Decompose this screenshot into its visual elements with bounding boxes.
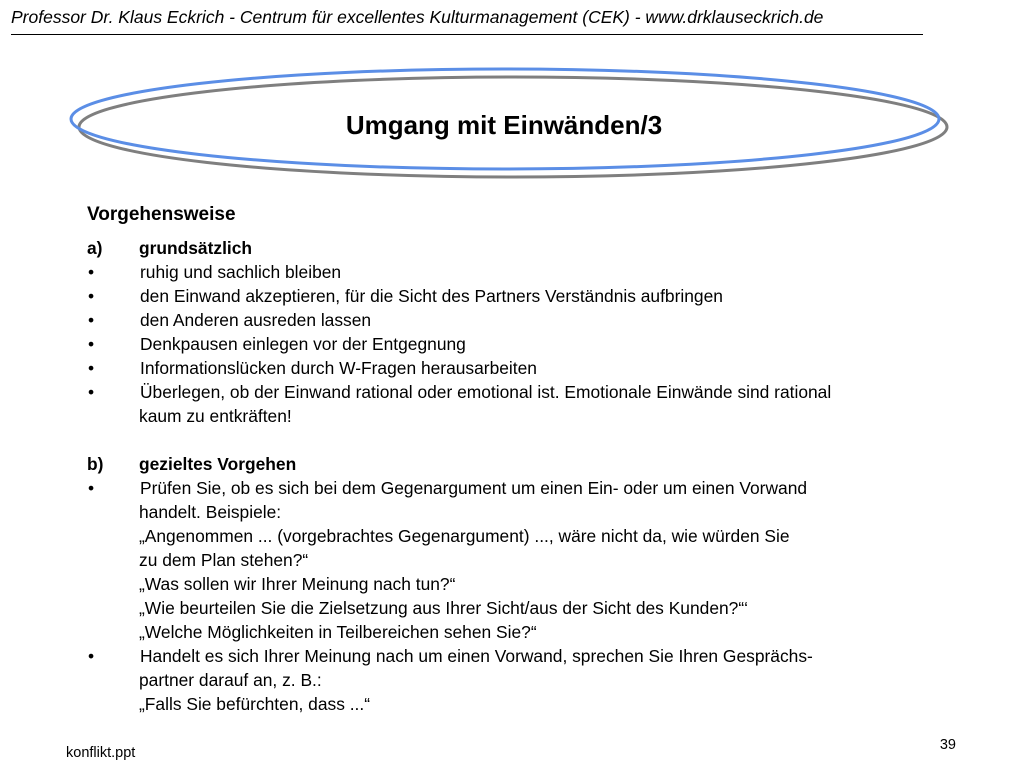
bullet: •: [88, 262, 95, 282]
slide-body: [87, 202, 947, 716]
list-item-text: den Einwand akzeptieren, für die Sicht des Partners Verständnis aufbringen: [140, 286, 723, 306]
bullet: •: [88, 646, 95, 666]
example-quote: „Was sollen wir Ihrer Meinung nach tun?“: [139, 574, 456, 594]
list-item-continuation: kaum zu entkräften!: [139, 406, 292, 426]
section-heading: Vorgehensweise: [87, 204, 236, 225]
bullet: •: [88, 334, 95, 354]
footer-filename: konflikt.ppt: [66, 745, 136, 761]
part-b-title: gezieltes Vorgehen: [139, 454, 297, 474]
list-item: [87, 284, 947, 308]
bullet: •: [88, 286, 95, 306]
list-item-continuation: partner darauf an, z. B.:: [139, 670, 322, 690]
bullet: •: [88, 358, 95, 378]
example-quote: „Welche Möglichkeiten in Teilbereichen sehen Sie?“: [139, 622, 537, 642]
header-text: Professor Dr. Klaus Eckrich - Centrum für excellentes Kulturmanagement (CEK) - www.drklauseckrich.de: [11, 7, 824, 27]
list-item: [87, 260, 947, 284]
slide-title: Umgang mit Einwänden/3: [345, 110, 663, 140]
example-quote: „Falls Sie befürchten, dass ...“: [139, 694, 371, 714]
example-quote: „Angenommen ... (vorgebrachtes Gegenargument) ..., wäre nicht da, wie würden Sie: [139, 526, 790, 546]
page-number: 39: [939, 737, 956, 753]
part-b-heading: [87, 452, 947, 476]
list-item-text: Informationslücken durch W-Fragen herausarbeiten: [140, 358, 537, 378]
part-a-heading: [87, 236, 947, 260]
list-item-continuation: handelt. Beispiele:: [139, 502, 282, 522]
list-item: [87, 308, 947, 332]
bullet: •: [88, 478, 95, 498]
title-ellipse: [0, 0, 1024, 200]
part-a-marker: a): [87, 238, 103, 258]
list-item-text: Prüfen Sie, ob es sich bei dem Gegenargument um einen Ein- oder um einen Vorwand: [140, 478, 808, 498]
list-item-text: Handelt es sich Ihrer Meinung nach um einen Vorwand, sprechen Sie Ihren Gesprächs-: [140, 646, 813, 666]
list-item: [87, 476, 947, 500]
part-b-marker: b): [87, 454, 104, 474]
bullet: •: [88, 382, 95, 402]
list-item: [87, 380, 947, 404]
example-quote: zu dem Plan stehen?“: [139, 550, 309, 570]
section-spacer: [87, 428, 947, 452]
example-quote: „Wie beurteilen Sie die Zielsetzung aus Ihrer Sicht/aus der Sicht des Kunden?“‘: [139, 598, 748, 618]
bullet: •: [88, 310, 95, 330]
list-item: [87, 644, 947, 668]
list-item-text: Überlegen, ob der Einwand rational oder emotional ist. Emotionale Einwände sind rational: [140, 382, 832, 402]
list-item-text: Denkpausen einlegen vor der Entgegnung: [140, 334, 466, 354]
list-item: [87, 356, 947, 380]
list-item: [87, 332, 947, 356]
list-item-text: ruhig und sachlich bleiben: [140, 262, 342, 282]
list-item-text: den Anderen ausreden lassen: [140, 310, 372, 330]
part-a-title: grundsätzlich: [139, 238, 253, 258]
